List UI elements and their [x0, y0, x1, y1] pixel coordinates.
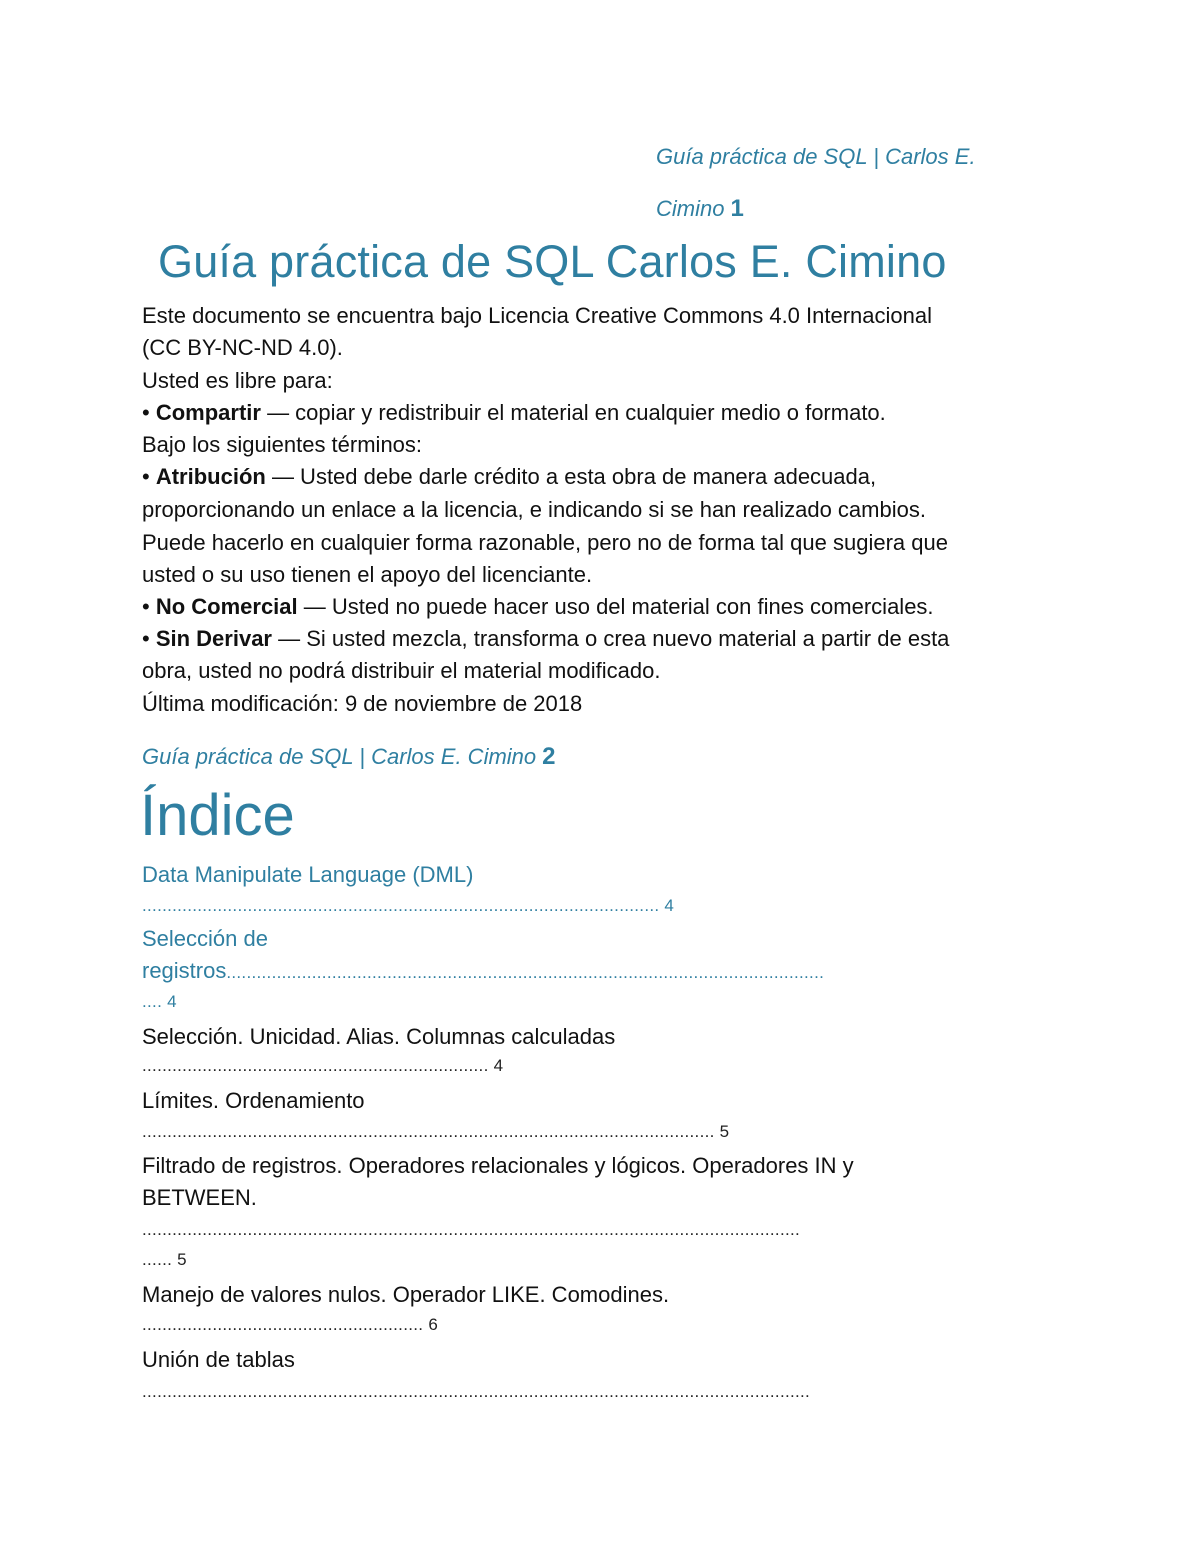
index-heading: Índice — [140, 783, 295, 848]
attribution-line-4: usted o su uso tienen el apoyo del licenciante. — [142, 562, 593, 587]
license-line-2: (CC BY-NC-ND 4.0). — [142, 335, 343, 360]
license-line-1: Este documento se encuentra bajo Licencia Creative Commons 4.0 Internacional — [142, 303, 933, 328]
toc-nulos-dots[interactable]: ........................................................ 6 — [142, 1315, 439, 1334]
attribution-line-3: Puede hacerlo en cualquier forma razonable, pero no de forma tal que sugiera que — [142, 530, 948, 555]
bullet: • — [142, 464, 150, 489]
toc-unicidad-title[interactable]: Selección. Unicidad. Alias. Columnas calculadas — [142, 1024, 616, 1049]
bullet: • — [142, 400, 150, 425]
page1-running-header-cont — [656, 195, 744, 223]
toc-union-dots[interactable]: ..................................................................................................................................... — [142, 1382, 811, 1401]
toc-seleccion-title-2-text: registros — [142, 958, 227, 983]
toc-seleccion-title-2[interactable] — [142, 958, 824, 984]
noncommercial-item — [142, 591, 934, 623]
noncommercial-text: — Usted no puede hacer uso del material con fines comerciales. — [297, 594, 934, 619]
attribution-item — [142, 461, 876, 493]
noderivs-text: — Si usted mezcla, transforma o crea nuevo material a partir de esta — [272, 626, 950, 651]
attribution-line-2: proporcionando un enlace a la licencia, e indicando si se han realizado cambios. — [142, 497, 926, 522]
page2-running-header — [142, 743, 556, 771]
share-item — [142, 397, 886, 429]
share-label: Compartir — [155, 400, 261, 425]
toc-dml-dots[interactable]: ....................................................................................................... 4 — [142, 896, 675, 915]
attribution-label: Atribución — [155, 464, 266, 489]
page1-number: 1 — [730, 195, 744, 222]
terms-heading: Bajo los siguientes términos: — [142, 432, 423, 457]
toc-limites-dots[interactable]: .................................................................................................................. 5 — [142, 1122, 730, 1141]
toc-seleccion-dots: ....................................................................................................................... — [226, 963, 825, 982]
toc-filtrado-dots[interactable]: ................................................................................................................................... — [142, 1220, 801, 1239]
toc-dml-title[interactable]: Data Manipulate Language (DML) — [142, 862, 474, 887]
last-modified: Última modificación: 9 de noviembre de 2018 — [142, 691, 583, 716]
bullet: • — [142, 594, 150, 619]
bullet: • — [142, 626, 150, 651]
noderivs-line-2: obra, usted no podrá distribuir el material modificado. — [142, 658, 661, 683]
toc-filtrado-title[interactable]: Filtrado de registros. Operadores relacionales y lógicos. Operadores IN y — [142, 1153, 854, 1178]
noncommercial-label: No Comercial — [155, 594, 298, 619]
page2-number: 2 — [542, 743, 556, 770]
page2-header-text: Guía práctica de SQL | Carlos E. Cimino — [142, 744, 537, 769]
toc-unicidad-dots[interactable]: ..................................................................... 4 — [142, 1056, 504, 1075]
toc-filtrado-page[interactable]: ...... 5 — [142, 1250, 187, 1269]
attribution-text: — Usted debe darle crédito a esta obra de manera adecuada, — [265, 464, 877, 489]
toc-filtrado-title-2[interactable]: BETWEEN. — [142, 1185, 257, 1210]
share-text: — copiar y redistribuir el material en cualquier medio o formato. — [260, 400, 886, 425]
toc-union-title[interactable]: Unión de tablas — [142, 1347, 295, 1372]
page1-header-text-cont: Cimino — [656, 196, 725, 221]
free-to-heading: Usted es libre para: — [142, 368, 333, 393]
toc-seleccion-title[interactable]: Selección de — [142, 926, 268, 951]
document-title: Guía práctica de SQL Carlos E. Cimino — [158, 236, 947, 287]
page1-header-text: Guía práctica de SQL | Carlos E. — [656, 144, 976, 169]
toc-seleccion-page[interactable]: .... 4 — [142, 992, 177, 1011]
toc-limites-title[interactable]: Límites. Ordenamiento — [142, 1088, 365, 1113]
toc-nulos-title[interactable]: Manejo de valores nulos. Operador LIKE. Comodines. — [142, 1282, 670, 1307]
noderivs-label: Sin Derivar — [155, 626, 272, 651]
page1-running-header — [656, 144, 976, 170]
noderivs-item — [142, 623, 949, 655]
